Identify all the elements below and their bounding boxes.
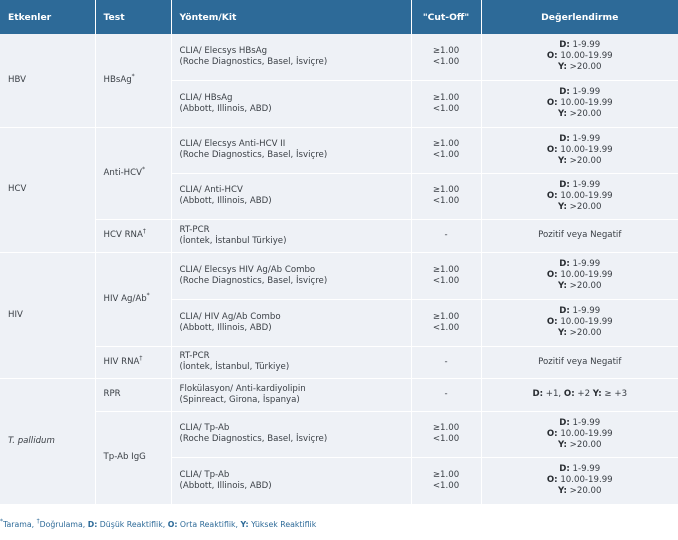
table-row bbox=[0, 127, 678, 173]
eval-range: >20.00 bbox=[566, 62, 602, 73]
method-line: CLIA/ Elecsys Anti-HCV II bbox=[179, 139, 286, 149]
table-row bbox=[0, 34, 678, 80]
eval-label: Y: bbox=[558, 155, 567, 166]
cutoff-line: ≥1.00 bbox=[432, 469, 460, 480]
header-row bbox=[0, 0, 678, 34]
evaluation-cell bbox=[481, 378, 678, 411]
cutoff-cell: - bbox=[411, 378, 481, 411]
eval-range: 10.00-19.99 bbox=[557, 428, 613, 439]
test-cell bbox=[95, 346, 171, 378]
agent-cell: HIV bbox=[0, 252, 95, 378]
method-cell bbox=[171, 299, 411, 346]
eval-range: +2 bbox=[574, 389, 593, 399]
cutoff-line: ≥1.00 bbox=[432, 92, 460, 103]
eval-range: 1-9.99 bbox=[569, 464, 601, 474]
eval-range: >20.00 bbox=[566, 439, 602, 450]
method-cell bbox=[171, 252, 411, 299]
footnote-label: D: bbox=[87, 520, 98, 529]
evaluation-cell bbox=[481, 299, 678, 346]
cutoff-line: ≥1.00 bbox=[432, 185, 460, 195]
evaluation-cell bbox=[481, 80, 678, 127]
footnote-mark: † bbox=[36, 518, 40, 525]
test-footnote-mark: * bbox=[131, 72, 135, 80]
method-line: CLIA/ HBsAg bbox=[179, 92, 233, 103]
eval-label: O: bbox=[546, 475, 558, 485]
eval-label: D: bbox=[559, 40, 570, 51]
cutoff-cell bbox=[411, 80, 481, 127]
test-footnote-mark: * bbox=[142, 165, 146, 173]
method-line: CLIA/ Tp-Ab bbox=[179, 423, 230, 433]
agent-cell: T. pallidum bbox=[0, 378, 95, 504]
eval-label: O: bbox=[546, 428, 558, 439]
eval-label: O: bbox=[546, 98, 558, 108]
eval-range: 1-9.99 bbox=[569, 40, 601, 51]
test-cell bbox=[95, 219, 171, 252]
evaluation-cell bbox=[481, 34, 678, 80]
agent-cell: HBV bbox=[0, 34, 95, 127]
footnote-text: Tarama, bbox=[3, 520, 37, 529]
eval-label: D: bbox=[559, 179, 570, 190]
test-cell bbox=[95, 34, 171, 127]
cutoff-line: <1.00 bbox=[432, 196, 460, 206]
cutoff-line: ≥1.00 bbox=[432, 423, 460, 433]
footnote-text: Yüksek Reaktiflik bbox=[248, 520, 317, 529]
test-name: HBsAg bbox=[103, 74, 132, 85]
eval-label: Y: bbox=[592, 389, 602, 399]
table-row bbox=[0, 219, 678, 252]
evaluation-cell bbox=[481, 127, 678, 173]
eval-range: 10.00-19.99 bbox=[557, 475, 613, 485]
table-row bbox=[0, 252, 678, 299]
method-manufacturer: (Spinreact, Girona, İspanya) bbox=[179, 394, 300, 405]
eval-label: D: bbox=[559, 417, 570, 428]
method-manufacturer: (İontek, İstanbul Türkiye) bbox=[179, 235, 287, 246]
cutoff-cell bbox=[411, 457, 481, 504]
method-manufacturer: (Roche Diagnostics, Basel, İsviçre) bbox=[179, 275, 328, 286]
test-name: HIV Ag/Ab bbox=[103, 293, 147, 304]
method-cell bbox=[171, 219, 411, 252]
eval-range: 1-9.99 bbox=[569, 179, 601, 190]
cutoff-cell bbox=[411, 252, 481, 299]
method-manufacturer: (İontek, İstanbul, Türkiye) bbox=[179, 362, 290, 372]
test-cell: RPR bbox=[95, 378, 171, 411]
table-footnote bbox=[0, 520, 316, 529]
eval-range: 10.00-19.99 bbox=[557, 270, 613, 280]
method-cell bbox=[171, 34, 411, 80]
cutoff-cell bbox=[411, 34, 481, 80]
cutoff-line: <1.00 bbox=[432, 275, 460, 286]
cutoff-line: <1.00 bbox=[432, 56, 460, 67]
eval-range: 10.00-19.99 bbox=[557, 144, 613, 155]
method-cell bbox=[171, 173, 411, 219]
eval-label: D: bbox=[559, 259, 570, 269]
eval-label: Y: bbox=[558, 201, 567, 212]
cutoff-line: <1.00 bbox=[432, 322, 460, 333]
eval-range: 10.00-19.99 bbox=[557, 98, 613, 108]
evaluation-cell bbox=[481, 173, 678, 219]
test-name: Anti-HCV bbox=[103, 167, 143, 178]
header-method: Yöntem/Kit bbox=[171, 0, 411, 34]
method-line: CLIA/ Elecsys HIV Ag/Ab Combo bbox=[179, 264, 316, 275]
method-line: CLIA/ Tp-Ab bbox=[179, 469, 230, 480]
header-evaluation: Değerlendirme bbox=[481, 0, 678, 34]
eval-label: O: bbox=[546, 51, 558, 62]
eval-range: >20.00 bbox=[566, 281, 602, 291]
eval-range: 10.00-19.99 bbox=[557, 51, 613, 62]
eval-range: >20.00 bbox=[566, 328, 602, 338]
cutoff-cell: - bbox=[411, 346, 481, 378]
footnote-text: Orta Reaktiflik, bbox=[177, 520, 241, 529]
test-cell: Tp-Ab IgG bbox=[95, 411, 171, 504]
test-cell bbox=[95, 127, 171, 219]
cutoff-line: <1.00 bbox=[432, 480, 460, 491]
cutoff-line: <1.00 bbox=[432, 434, 460, 444]
eval-label: Y: bbox=[558, 281, 567, 291]
evaluation-cell: Pozitif veya Negatif bbox=[481, 219, 678, 252]
method-manufacturer: (Abbott, Illinois, ABD) bbox=[179, 103, 272, 114]
eval-label: Y: bbox=[558, 439, 567, 450]
method-cell bbox=[171, 457, 411, 504]
eval-label: Y: bbox=[558, 328, 567, 338]
method-line: CLIA/ Elecsys HBsAg bbox=[179, 45, 268, 56]
method-line: Flokülasyon/ Anti-kardiyolipin bbox=[179, 383, 306, 394]
evaluation-cell: Pozitif veya Negatif bbox=[481, 346, 678, 378]
footnote-label: O: bbox=[167, 520, 178, 529]
cutoff-line: <1.00 bbox=[432, 150, 460, 160]
cutoff-cell bbox=[411, 173, 481, 219]
method-line: RT-PCR bbox=[179, 351, 210, 361]
agent-cell: HCV bbox=[0, 127, 95, 252]
cutoff-cell: - bbox=[411, 219, 481, 252]
method-cell bbox=[171, 80, 411, 127]
eval-label: D: bbox=[559, 87, 570, 97]
footnote-label: Y: bbox=[240, 520, 249, 529]
test-cell bbox=[95, 252, 171, 346]
method-manufacturer: (Abbott, Illinois, ABD) bbox=[179, 480, 272, 491]
eval-label: D: bbox=[532, 389, 544, 399]
test-footnote-mark: † bbox=[139, 354, 143, 362]
eval-label: D: bbox=[559, 306, 570, 316]
eval-label: O: bbox=[546, 144, 558, 155]
eval-range: +1, bbox=[543, 389, 564, 399]
eval-label: D: bbox=[559, 133, 570, 144]
method-manufacturer: (Roche Diagnostics, Basel, İsviçre) bbox=[179, 150, 328, 160]
method-manufacturer: (Roche Diagnostics, Basel, İsviçre) bbox=[179, 56, 328, 67]
eval-label: O: bbox=[546, 270, 558, 280]
method-manufacturer: (Abbott, Illinois, ABD) bbox=[179, 196, 272, 206]
method-cell bbox=[171, 127, 411, 173]
eval-label: Y: bbox=[558, 486, 567, 496]
table-row bbox=[0, 411, 678, 457]
footnote-mark: * bbox=[0, 518, 3, 525]
cutoff-cell bbox=[411, 127, 481, 173]
eval-label: Y: bbox=[558, 109, 567, 119]
table-row bbox=[0, 346, 678, 378]
header-agent: Etkenler bbox=[0, 0, 95, 34]
cutoff-line: ≥1.00 bbox=[432, 264, 460, 275]
evaluation-cell bbox=[481, 457, 678, 504]
eval-range: >20.00 bbox=[566, 486, 602, 496]
eval-range: 1-9.99 bbox=[569, 133, 601, 144]
cutoff-line: ≥1.00 bbox=[432, 311, 460, 322]
eval-range: 1-9.99 bbox=[569, 306, 601, 316]
footnote-text: Düşük Reaktiflik, bbox=[97, 520, 168, 529]
footnote-text: Doğrulama, bbox=[39, 520, 88, 529]
eval-label: O: bbox=[546, 317, 558, 327]
method-manufacturer: (Roche Diagnostics, Basel, İsviçre) bbox=[179, 434, 328, 444]
eval-label: Y: bbox=[558, 62, 567, 73]
evaluation-cell bbox=[481, 252, 678, 299]
eval-range: >20.00 bbox=[566, 155, 602, 166]
method-line: CLIA/ HIV Ag/Ab Combo bbox=[179, 311, 281, 322]
eval-range: 1-9.99 bbox=[569, 87, 601, 97]
method-line: RT-PCR bbox=[179, 224, 210, 235]
eval-range: ≥ +3 bbox=[601, 389, 628, 399]
eval-label: O: bbox=[563, 389, 575, 399]
method-cell bbox=[171, 411, 411, 457]
cutoff-line: ≥1.00 bbox=[432, 45, 460, 56]
header-cutoff: "Cut-Off" bbox=[411, 0, 481, 34]
test-name: HIV RNA bbox=[103, 356, 140, 367]
eval-label: D: bbox=[559, 464, 570, 474]
eval-range: 10.00-19.99 bbox=[557, 190, 613, 201]
eval-range: 1-9.99 bbox=[569, 417, 601, 428]
method-cell bbox=[171, 378, 411, 411]
cutoff-cell bbox=[411, 299, 481, 346]
table-row bbox=[0, 378, 678, 411]
eval-range: 1-9.99 bbox=[569, 259, 601, 269]
eval-range: >20.00 bbox=[566, 201, 602, 212]
header-test: Test bbox=[95, 0, 171, 34]
cutoff-line: <1.00 bbox=[432, 103, 460, 114]
method-cell bbox=[171, 346, 411, 378]
test-name: HCV RNA bbox=[103, 230, 143, 240]
eval-range: 10.00-19.99 bbox=[557, 317, 613, 327]
eval-range: >20.00 bbox=[566, 109, 602, 119]
cutoff-cell bbox=[411, 411, 481, 457]
evaluation-cell bbox=[481, 411, 678, 457]
test-footnote-mark: * bbox=[146, 291, 150, 299]
method-line: CLIA/ Anti-HCV bbox=[179, 185, 243, 195]
test-footnote-mark: † bbox=[142, 228, 146, 235]
cutoff-line: ≥1.00 bbox=[432, 139, 460, 149]
eval-label: O: bbox=[546, 190, 558, 201]
method-manufacturer: (Abbott, Illinois, ABD) bbox=[179, 322, 272, 333]
